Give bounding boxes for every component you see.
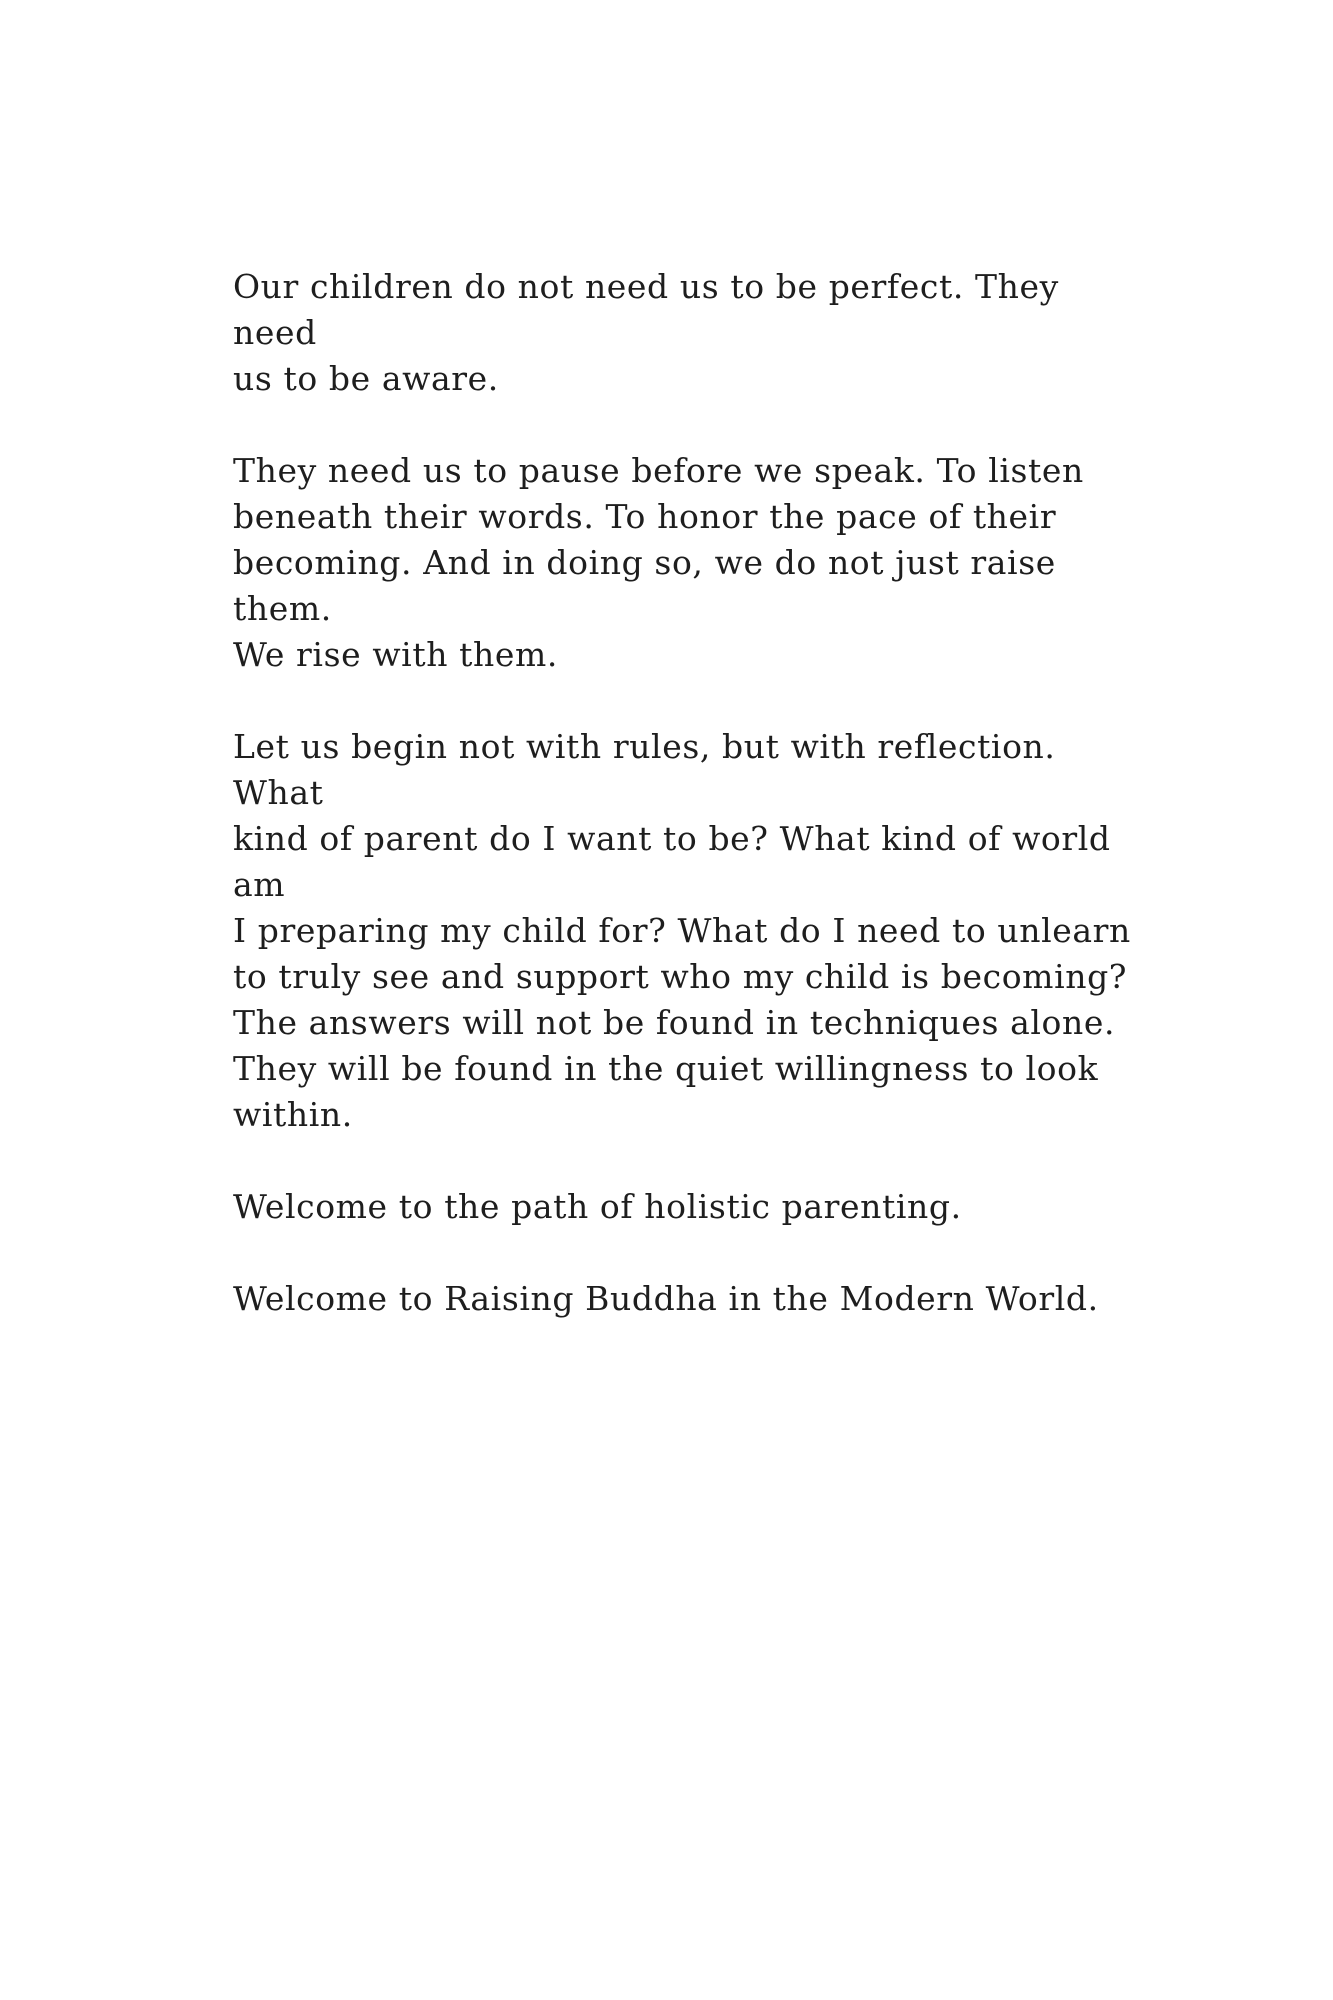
body-text xyxy=(233,264,1153,1368)
paragraph-3: Let us begin not with rules, but with reflection. What kind of parent do I want to be? What kind of world am I preparing my child for? What do I need to unlearn to truly see and support who my child is becoming? The answers will not be found in techniques alone. They will be found in the quiet willingness to look within. xyxy=(233,727,1131,1134)
paragraph-4: Welcome to the path of holistic parenting. xyxy=(233,1187,962,1226)
paragraph-1: Our children do not need us to be perfect. They need us to be aware. xyxy=(233,267,1059,398)
paragraph-5: Welcome to Raising Buddha in the Modern World. xyxy=(233,1279,1099,1318)
paragraph-2: They need us to pause before we speak. To listen beneath their words. To honor the pace of their becoming. And in doing so, we do not just raise them. We rise with them. xyxy=(233,451,1084,674)
